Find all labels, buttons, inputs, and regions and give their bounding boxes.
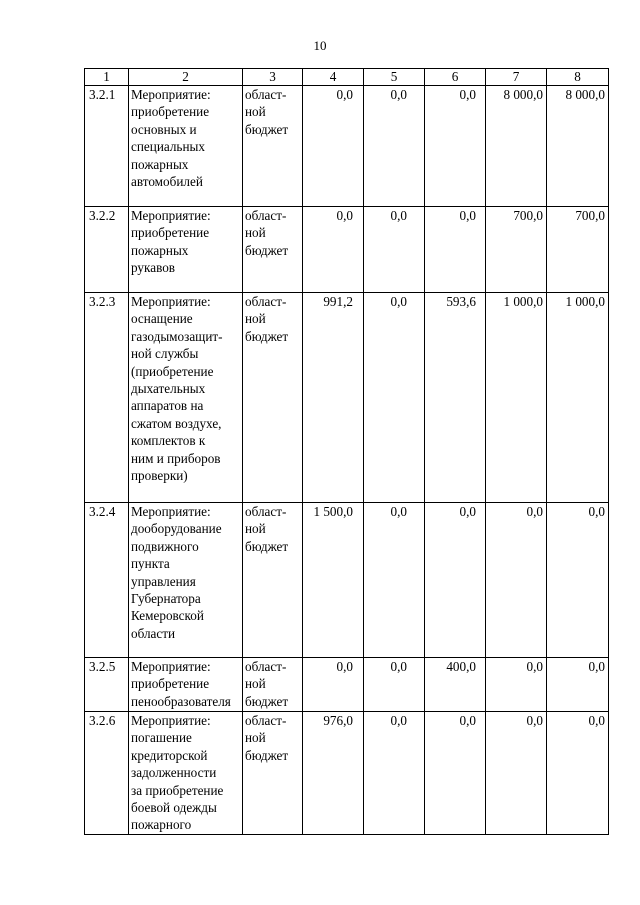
activity-name: Мероприятие: приобретение пожарных рукавов [129, 207, 243, 293]
column-header: 5 [364, 69, 425, 86]
column-header: 4 [303, 69, 364, 86]
budget-table [84, 68, 609, 835]
row-number: 3.2.1 [85, 86, 129, 207]
value-cell: 0,0 [486, 658, 547, 712]
activity-name: Мероприятие: приобретение пенообразователя [129, 658, 243, 712]
column-header: 2 [129, 69, 243, 86]
activity-name: Мероприятие: дооборудование подвижного пункта управления Губернатора Кемеровской области [129, 503, 243, 658]
value-cell: 0,0 [547, 658, 609, 712]
row-number: 3.2.2 [85, 207, 129, 293]
table-row [85, 207, 609, 293]
funding-source: област- ной бюджет [243, 207, 303, 293]
value-cell: 0,0 [303, 86, 364, 207]
funding-source: област- ной бюджет [243, 86, 303, 207]
table-row [85, 658, 609, 712]
funding-source: област- ной бюджет [243, 503, 303, 658]
funding-source: област- ной бюджет [243, 712, 303, 835]
row-number: 3.2.5 [85, 658, 129, 712]
value-cell: 0,0 [486, 712, 547, 835]
table-header-row [85, 69, 609, 86]
value-cell: 0,0 [364, 503, 425, 658]
table-row [85, 86, 609, 207]
row-number: 3.2.3 [85, 293, 129, 503]
table-row [85, 293, 609, 503]
value-cell: 8 000,0 [547, 86, 609, 207]
funding-source: област- ной бюджет [243, 658, 303, 712]
funding-source: област- ной бюджет [243, 293, 303, 503]
column-header: 8 [547, 69, 609, 86]
column-header: 7 [486, 69, 547, 86]
value-cell: 976,0 [303, 712, 364, 835]
value-cell: 1 500,0 [303, 503, 364, 658]
value-cell: 0,0 [364, 207, 425, 293]
value-cell: 0,0 [425, 712, 486, 835]
value-cell: 0,0 [425, 86, 486, 207]
value-cell: 700,0 [547, 207, 609, 293]
value-cell: 0,0 [425, 207, 486, 293]
value-cell: 0,0 [303, 207, 364, 293]
value-cell: 0,0 [364, 658, 425, 712]
value-cell: 1 000,0 [547, 293, 609, 503]
row-number: 3.2.6 [85, 712, 129, 835]
table-row [85, 503, 609, 658]
column-header: 6 [425, 69, 486, 86]
activity-name: Мероприятие: погашение кредиторской задолженности за приобретение боевой одежды пожарного [129, 712, 243, 835]
value-cell: 0,0 [425, 503, 486, 658]
value-cell: 400,0 [425, 658, 486, 712]
value-cell: 0,0 [364, 293, 425, 503]
value-cell: 8 000,0 [486, 86, 547, 207]
value-cell: 0,0 [303, 658, 364, 712]
value-cell: 0,0 [364, 86, 425, 207]
value-cell: 0,0 [547, 712, 609, 835]
value-cell: 700,0 [486, 207, 547, 293]
value-cell: 0,0 [547, 503, 609, 658]
value-cell: 1 000,0 [486, 293, 547, 503]
page-number: 10 [313, 38, 327, 53]
value-cell: 0,0 [486, 503, 547, 658]
column-header: 3 [243, 69, 303, 86]
table-row [85, 712, 609, 835]
activity-name: Мероприятие: оснащение газодымозащит- ной службы (приобретение дыхательных аппаратов на сжатом воздухе, комплектов к ним и приборов проверки) [129, 293, 243, 503]
activity-name: Мероприятие: приобретение основных и специальных пожарных автомобилей [129, 86, 243, 207]
row-number: 3.2.4 [85, 503, 129, 658]
value-cell: 593,6 [425, 293, 486, 503]
column-header: 1 [85, 69, 129, 86]
value-cell: 991,2 [303, 293, 364, 503]
value-cell: 0,0 [364, 712, 425, 835]
